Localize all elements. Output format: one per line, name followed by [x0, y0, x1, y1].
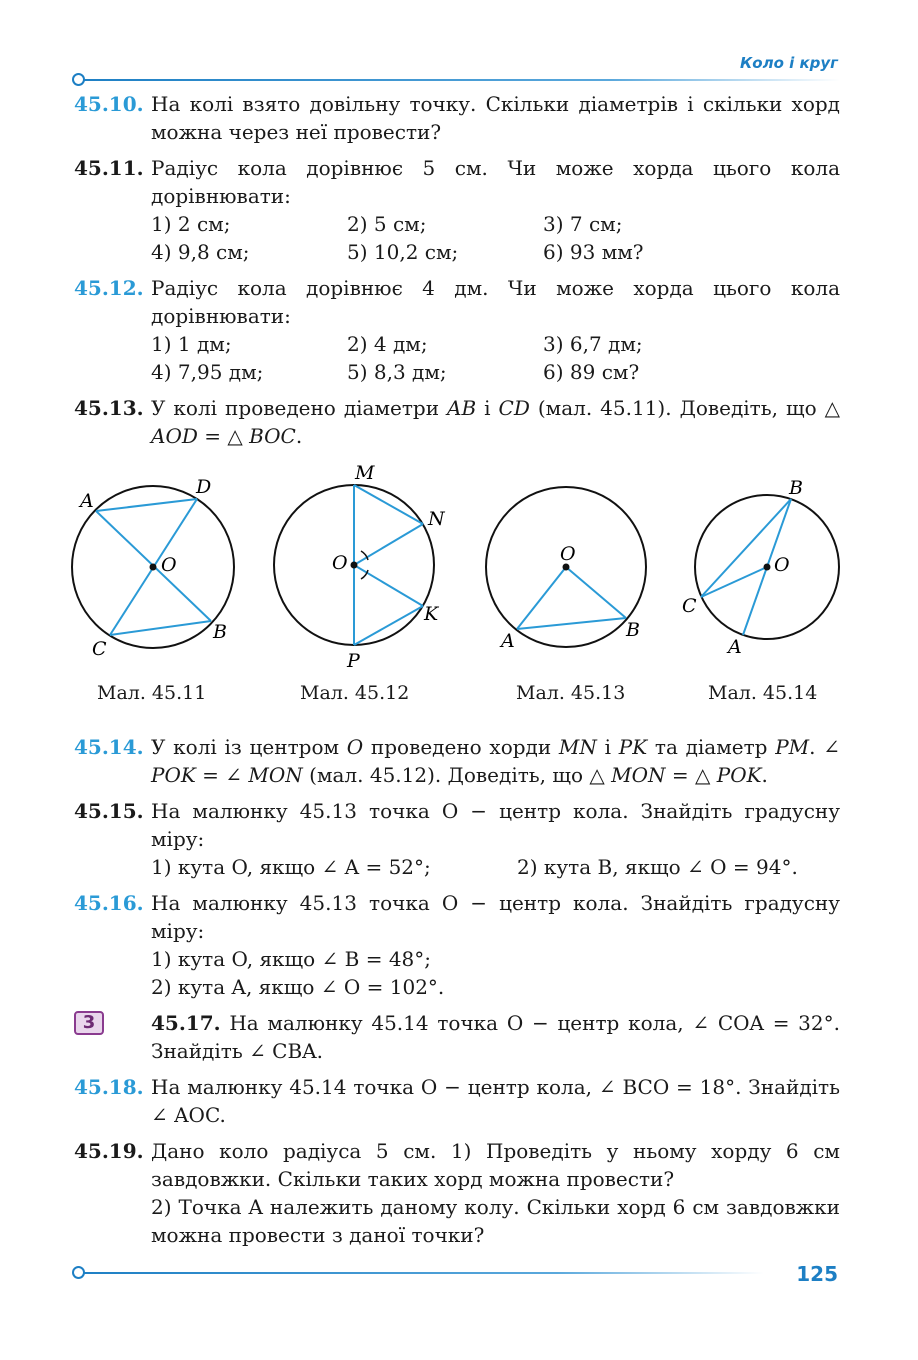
- answer-options: [151, 210, 840, 266]
- label-B: B: [789, 477, 803, 499]
- header-rule: [74, 79, 840, 81]
- option: 3) 7 см;: [543, 212, 623, 236]
- label-C: C: [92, 638, 107, 660]
- option: 6) 93 мм?: [543, 240, 644, 264]
- problem-text: Радіус кола дорівнює 5 см. Чи може хорда цього кола дорівнювати:: [151, 156, 840, 208]
- figure-45-14: [682, 477, 839, 658]
- chord-AD: [96, 499, 197, 511]
- problem-text: На малюнку 45.14 точка O − центр кола, ∠ BCO = 18°. Знайдіть ∠ AOC.: [151, 1075, 840, 1127]
- problem-45-11: [74, 154, 840, 266]
- option: 2) кута B, якщо ∠ O = 94°.: [517, 855, 798, 879]
- problems-list: [74, 90, 840, 450]
- problem-45-16: [74, 889, 840, 1001]
- option: 1) 1 дм;: [151, 332, 232, 356]
- option: 3) 6,7 дм;: [543, 332, 643, 356]
- option: 1) кута O, якщо ∠ B = 48°;: [151, 947, 432, 971]
- problem-text: Дано коло радіуса 5 см. 1) Проведіть у ньому хорду 6 см завдовжки. Скільки таких хорд можна провести?: [151, 1139, 840, 1191]
- section-title: Коло і круг: [740, 54, 838, 72]
- chord-CB: [701, 499, 791, 597]
- label-D: D: [196, 476, 212, 498]
- figure-caption: Мал. 45.12: [300, 682, 410, 704]
- option: 1) кута O, якщо ∠ A = 52°;: [151, 855, 431, 879]
- problem-45-19: [74, 1137, 840, 1249]
- problem-number: 45.14.: [74, 735, 144, 759]
- radius-OK: [354, 565, 423, 606]
- problem-text: У колі із центром O проведено хорди MN і PK та діаметр PM. ∠ POK = ∠ MON (мал. 45.12). Доведіть, що △ MON = △ POK.: [151, 735, 840, 787]
- problem-number: 45.16.: [74, 891, 144, 915]
- label-B: B: [213, 621, 227, 643]
- difficulty-level-3-badge: 3: [74, 1011, 104, 1035]
- center-point: [351, 562, 358, 569]
- figure-45-11: [72, 476, 234, 660]
- chord-AB: [517, 618, 626, 629]
- problem-text: На малюнку 45.13 точка O − центр кола. Знайдіть градусну міру:: [151, 799, 840, 851]
- option: 4) 9,8 см;: [151, 240, 250, 264]
- answer-options: [151, 853, 840, 881]
- option: 1) 2 см;: [151, 212, 231, 236]
- problem-number: 45.13.: [74, 396, 144, 420]
- problem-number: 45.15.: [74, 799, 144, 823]
- chord-MN: [354, 485, 423, 524]
- label-O: O: [560, 543, 576, 565]
- footer-ring-icon: [72, 1266, 85, 1279]
- chord-PK: [354, 606, 423, 645]
- radius-OB: [566, 567, 626, 618]
- problem-number: 45.12.: [74, 276, 144, 300]
- label-N: N: [428, 508, 445, 530]
- label-A: A: [501, 630, 515, 652]
- problem-number: 45.17.: [151, 1011, 221, 1035]
- option: 2) кута A, якщо ∠ O = 102°.: [151, 975, 445, 999]
- label-P: P: [347, 650, 360, 672]
- option: 2) 5 см;: [347, 212, 427, 236]
- option: 4) 7,95 дм;: [151, 360, 264, 384]
- radius-OA: [517, 567, 566, 629]
- label-A: A: [728, 636, 742, 658]
- figure-45-13: [486, 487, 646, 652]
- problem-45-15: [74, 797, 840, 881]
- answer-options: [151, 330, 840, 386]
- figure-caption: Мал. 45.14: [708, 682, 818, 704]
- page-number: 125: [796, 1262, 838, 1286]
- problem-number: 45.18.: [74, 1075, 144, 1099]
- problem-45-17: [74, 1009, 840, 1065]
- problem-text: На малюнку 45.13 точка O − центр кола. Знайдіть градусну міру:: [151, 891, 840, 943]
- label-B: B: [626, 619, 640, 641]
- label-M: M: [355, 462, 375, 484]
- figures-row: [60, 455, 860, 730]
- problem-45-18: [74, 1073, 840, 1129]
- center-point: [764, 564, 771, 571]
- label-K: K: [424, 603, 439, 625]
- problem-number: 45.10.: [74, 92, 144, 116]
- problem-45-12: [74, 274, 840, 386]
- header-ring-icon: [72, 73, 85, 86]
- center-point: [150, 564, 157, 571]
- option: 5) 10,2 см;: [347, 240, 459, 264]
- label-C: C: [682, 595, 697, 617]
- option: 6) 89 см?: [543, 360, 640, 384]
- label-O: O: [774, 554, 790, 576]
- figure-45-12: [274, 462, 446, 672]
- label-O: O: [332, 552, 348, 574]
- figure-caption: Мал. 45.11: [97, 682, 207, 704]
- option: 5) 8,3 дм;: [347, 360, 447, 384]
- label-O: O: [161, 554, 177, 576]
- problem-45-10: [74, 90, 840, 146]
- problem-45-13: [74, 394, 840, 450]
- figure-caption: Мал. 45.13: [516, 682, 626, 704]
- problem-text: У колі проведено діаметри AB і CD (мал. 45.11). Доведіть, що △ AOD = △ BOC.: [151, 396, 840, 448]
- problem-text: 45.17. На малюнку 45.14 точка O − центр кола, ∠ COA = 32°. Знайдіть ∠ CBA.: [151, 1011, 840, 1063]
- problem-45-14: [74, 733, 840, 789]
- label-A: A: [80, 490, 94, 512]
- problem-text: Радіус кола дорівнює 4 дм. Чи може хорда цього кола дорівнювати:: [151, 276, 840, 328]
- radius-ON: [354, 524, 423, 565]
- option: 2) 4 дм;: [347, 332, 428, 356]
- problems-list-lower: [74, 733, 840, 1249]
- problem-number: 45.11.: [74, 156, 144, 180]
- problem-text-part-2: 2) Точка A належить даному колу. Скільки хорд 6 см завдовжки можна провести з даної точки?: [151, 1195, 840, 1247]
- problem-number: 45.19.: [74, 1139, 144, 1163]
- problem-text: На колі взято довільну точку. Скільки діаметрів і скільки хорд можна через неї провести?: [151, 92, 840, 144]
- chord-CB: [110, 621, 211, 635]
- footer-rule: [74, 1272, 764, 1274]
